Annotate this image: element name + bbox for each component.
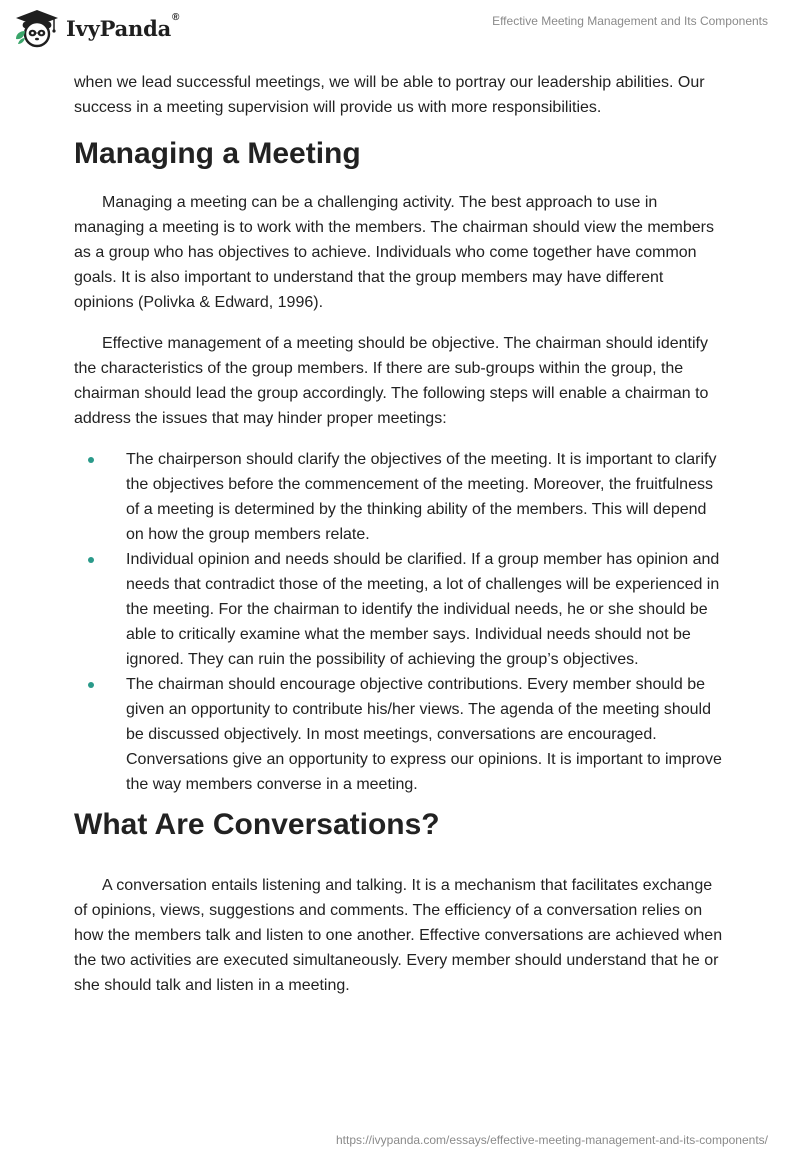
ivypanda-logo[interactable]	[14, 8, 179, 48]
paragraph: Effective management of a meeting should be objective. The chairman should identify the characteristics of the group members. If there are sub-groups within the group, the chairman should lead the group accordingly. The following steps will enable a chairman to address the issues that may hinder proper meetings:	[74, 335, 709, 427]
list-item-text: The chairman should encourage objective contributions. Every member should be given an opportunity to contribute his/her views. The agenda of the meeting should be discussed objectively. In most meetings, conversations are encouraged. Conversations give an opportunity to express our opinions. It is important to improve the way members converse in a meeting.	[126, 676, 722, 793]
brand-name: IvyPanda®	[66, 11, 180, 41]
steps-list	[74, 447, 724, 797]
paragraph: Managing a meeting can be a challenging activity. The best approach to use in managing a meeting is to work with the members. The chairman should view the members as a group who has objectives to achieve. Individuals who come together have common goals. It is also important to understand that the group members may have different opinions (Polivka & Edward, 1996).	[74, 194, 714, 311]
article-body	[74, 70, 724, 998]
section-heading-what-are-conversations: What Are Conversations?	[74, 808, 440, 841]
intro-continuation: when we lead successful meetings, we will be able to portray our leadership abilities. Our success in a meeting supervision will provide us with more responsibilities.	[74, 74, 705, 116]
source-url[interactable]: https://ivypanda.com/essays/effective-meeting-management-and-its-components/	[336, 1133, 768, 1147]
page-header	[0, 0, 800, 66]
list-item	[74, 547, 724, 672]
registered-mark: ®	[172, 11, 180, 23]
panda-graduate-icon	[14, 8, 60, 48]
list-item-text: The chairperson should clarify the objectives of the meeting. It is important to clarify the objectives before the commencement of the meeting. Moreover, the fruitfulness of a meeting is determined by the thinking ability of the members. This will depend on how the group members relate.	[126, 451, 717, 543]
bullet-dot-icon	[88, 682, 94, 688]
document-title: Effective Meeting Management and Its Components	[492, 14, 768, 28]
list-item	[74, 672, 724, 797]
bullet-dot-icon	[88, 457, 94, 463]
paragraph: A conversation entails listening and talking. It is a mechanism that facilitates exchange of opinions, views, suggestions and comments. The efficiency of a conversation relies on how the members talk and listen to one another. Effective conversations are achieved when the two activities are executed simultaneously. Every member should understand that he or she should talk and listen in a meeting.	[74, 877, 723, 994]
section-heading-managing-a-meeting: Managing a Meeting	[74, 137, 361, 170]
list-item	[74, 447, 724, 547]
list-item-text: Individual opinion and needs should be clarified. If a group member has opinion and needs that contradict those of the meeting, a lot of challenges will be experienced in the meeting. For the chairman to identify the individual needs, he or she should be able to critically examine what the member says. Individual needs should not be ignored. They can ruin the possibility of achieving the group’s objectives.	[126, 551, 720, 668]
bullet-dot-icon	[88, 557, 94, 563]
